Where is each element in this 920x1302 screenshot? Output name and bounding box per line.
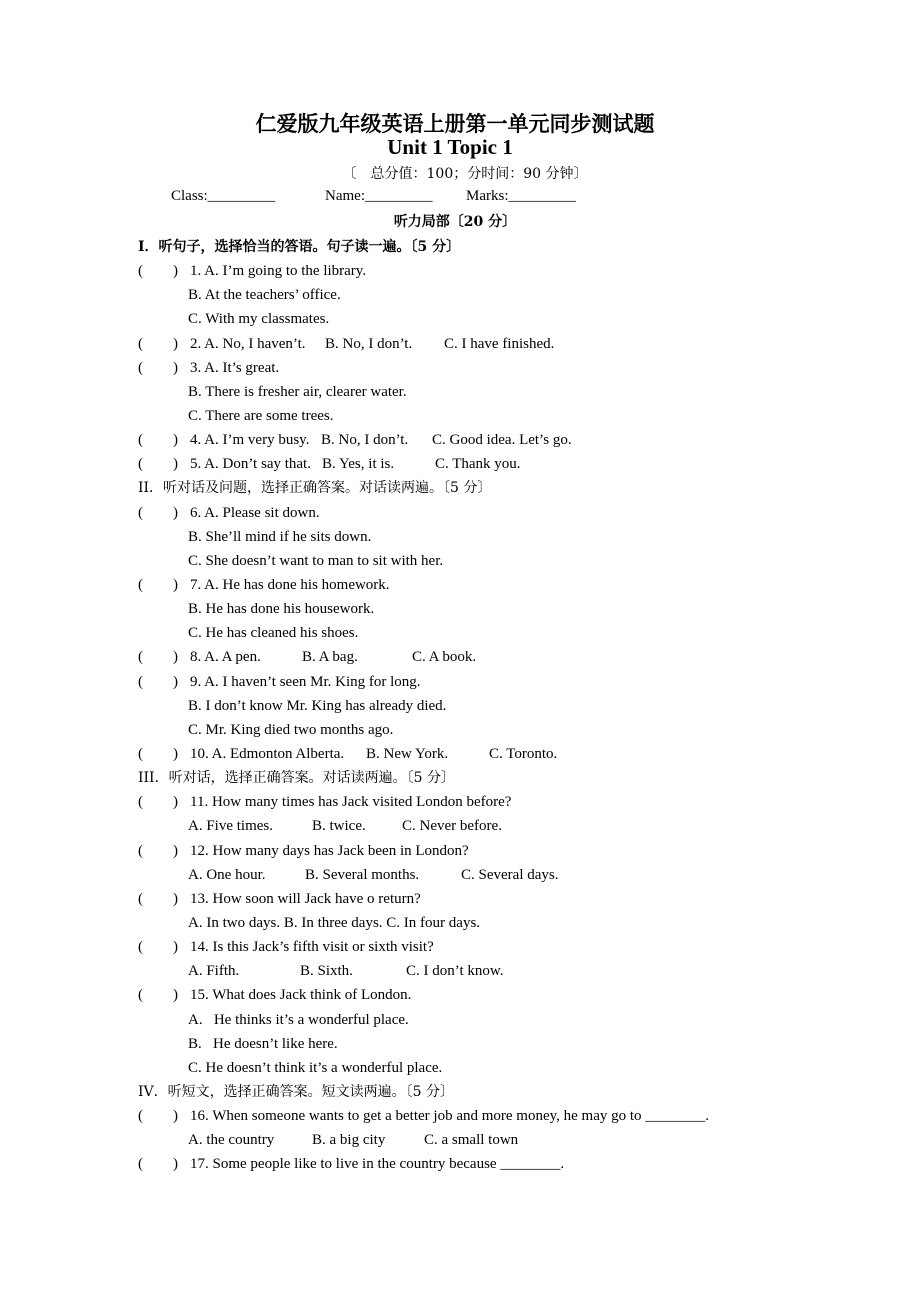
option-c: C. Thank you.	[435, 456, 521, 473]
marks-field: Marks:_________	[466, 188, 576, 204]
option-b: B. He has done his housework.	[188, 601, 375, 618]
question-14	[138, 935, 838, 959]
answer-blank: ( )	[138, 1108, 178, 1125]
option-b: B. At the teachers’ office.	[188, 287, 341, 304]
option-a: A. the country	[188, 1132, 275, 1149]
question-text: 9. A. I haven’t seen Mr. King for long.	[190, 673, 421, 690]
question-text: 16. When someone wants to get a better job and more money, he may go to ________.	[190, 1108, 710, 1125]
option-b: B. No, I don’t.	[325, 335, 413, 352]
options-row	[138, 814, 838, 838]
answer-blank: ( )	[138, 359, 178, 376]
question-9	[138, 670, 838, 694]
answer-blank: ( )	[138, 939, 178, 956]
question-text: 13. How soon will Jack have o return?	[190, 890, 421, 907]
question-text: 14. Is this Jack’s fifth visit or sixth visit?	[190, 939, 434, 956]
option-a: 2. A. No, I haven’t.	[190, 335, 306, 352]
answer-blank: ( )	[138, 335, 178, 352]
question-text: 1. A. I’m going to the library.	[190, 263, 367, 280]
question-17	[138, 1152, 838, 1176]
option-b: B. twice.	[312, 818, 366, 835]
page-title: 仁爱版九年级英语上册第一单元同步测试题	[255, 111, 655, 136]
section-heading: IV．听短文，选择正确答案。短文读两遍。〔5 分〕	[138, 1083, 454, 1100]
option-a: 8. A. A pen.	[190, 649, 261, 666]
answer-blank: ( )	[138, 504, 178, 521]
option-c: C. There are some trees.	[188, 407, 334, 424]
option-b: B. A bag.	[302, 649, 358, 666]
question-4	[138, 428, 838, 452]
answer-blank: ( )	[138, 745, 178, 762]
option-c: C. A book.	[412, 649, 477, 666]
option-c: C. Mr. King died two months ago.	[188, 721, 394, 738]
answer-blank: ( )	[138, 673, 178, 690]
options-row	[138, 1128, 838, 1152]
option-b: B. There is fresher air, clearer water.	[188, 383, 407, 400]
option-c: C. With my classmates.	[188, 311, 330, 328]
option-b: B. a big city	[312, 1132, 386, 1149]
answer-blank: ( )	[138, 456, 178, 473]
answer-blank: ( )	[138, 576, 178, 593]
option-c: C. Toronto.	[489, 745, 558, 762]
option-a: A. He thinks it’s a wonderful place.	[188, 1011, 409, 1028]
option-a: 4. A. I’m very busy.	[190, 432, 310, 449]
question-text: 11. How many times has Jack visited London before?	[190, 794, 512, 811]
option-a: A. One hour.	[188, 866, 266, 883]
question-7	[138, 573, 838, 597]
section-heading: I．听句子，选择恰当的答语。句子读一遍。〔5 分〕	[138, 239, 461, 255]
listening-part-heading: 听力局部〔20 分〕	[393, 214, 517, 230]
answer-blank: ( )	[138, 1156, 178, 1173]
option-b: B. New York.	[366, 745, 449, 762]
student-info-row	[171, 188, 576, 205]
question-8	[138, 645, 838, 669]
option-b: B. He doesn’t like here.	[188, 1035, 338, 1052]
question-16	[138, 1104, 838, 1128]
option-a: A. Five times.	[188, 818, 273, 835]
options-row: A. In two days. B. In three days. C. In four days.	[188, 914, 481, 931]
question-text: 3. A. It’s great.	[190, 359, 280, 376]
question-15	[138, 983, 838, 1007]
name-field: Name:_________	[325, 188, 433, 204]
question-12	[138, 839, 838, 863]
score-time-info: 〔 总分值：100；分时间：90 分钟〕	[342, 166, 588, 182]
option-c: C. Good idea. Let’s go.	[432, 432, 572, 449]
option-c: C. Never before.	[402, 818, 502, 835]
class-field: Class:_________	[171, 188, 276, 204]
options-row	[138, 959, 838, 983]
question-6	[138, 501, 838, 525]
question-text: 7. A. He has done his homework.	[190, 576, 390, 593]
option-a: 5. A. Don’t say that.	[190, 456, 311, 473]
answer-blank: ( )	[138, 432, 178, 449]
question-2	[138, 332, 838, 356]
answer-blank: ( )	[138, 263, 178, 280]
question-1	[138, 259, 838, 283]
option-c: C. a small town	[424, 1132, 519, 1149]
answer-blank: ( )	[138, 842, 178, 859]
question-text: 12. How many days has Jack been in London?	[190, 842, 469, 859]
option-b: B. No, I don’t.	[321, 432, 409, 449]
option-c: C. I have finished.	[444, 335, 555, 352]
option-c: C. She doesn’t want to man to sit with her.	[188, 552, 444, 569]
option-b: B. She’ll mind if he sits down.	[188, 528, 372, 545]
question-11	[138, 790, 838, 814]
question-text: 17. Some people like to live in the country because ________.	[190, 1156, 565, 1173]
answer-blank: ( )	[138, 987, 178, 1004]
question-5	[138, 452, 838, 476]
question-list	[138, 235, 838, 1176]
answer-blank: ( )	[138, 794, 178, 811]
section-heading: III．听对话，选择正确答案。对话读两遍。〔5 分〕	[138, 770, 455, 787]
option-c: C. Several days.	[461, 866, 559, 883]
option-c: C. He has cleaned his shoes.	[188, 625, 359, 642]
option-b: B. Sixth.	[300, 963, 353, 980]
unit-subtitle: Unit 1 Topic 1	[387, 135, 513, 159]
option-b: B. I don’t know Mr. King has already died.	[188, 697, 447, 714]
question-10	[138, 742, 838, 766]
section-heading: II．听对话及问题，选择正确答案。对话读两遍。〔5 分〕	[138, 480, 492, 497]
option-b: B. Several months.	[305, 866, 420, 883]
question-13	[138, 887, 838, 911]
options-row	[138, 863, 838, 887]
option-c: C. I don’t know.	[406, 963, 504, 980]
option-c: C. He doesn’t think it’s a wonderful place.	[188, 1059, 443, 1076]
option-a: 10. A. Edmonton Alberta.	[190, 745, 345, 762]
option-a: A. Fifth.	[188, 963, 240, 980]
question-3	[138, 356, 838, 380]
question-text: 15. What does Jack think of London.	[190, 987, 412, 1004]
answer-blank: ( )	[138, 890, 178, 907]
answer-blank: ( )	[138, 649, 178, 666]
option-b: B. Yes, it is.	[322, 456, 395, 473]
question-text: 6. A. Please sit down.	[190, 504, 320, 521]
